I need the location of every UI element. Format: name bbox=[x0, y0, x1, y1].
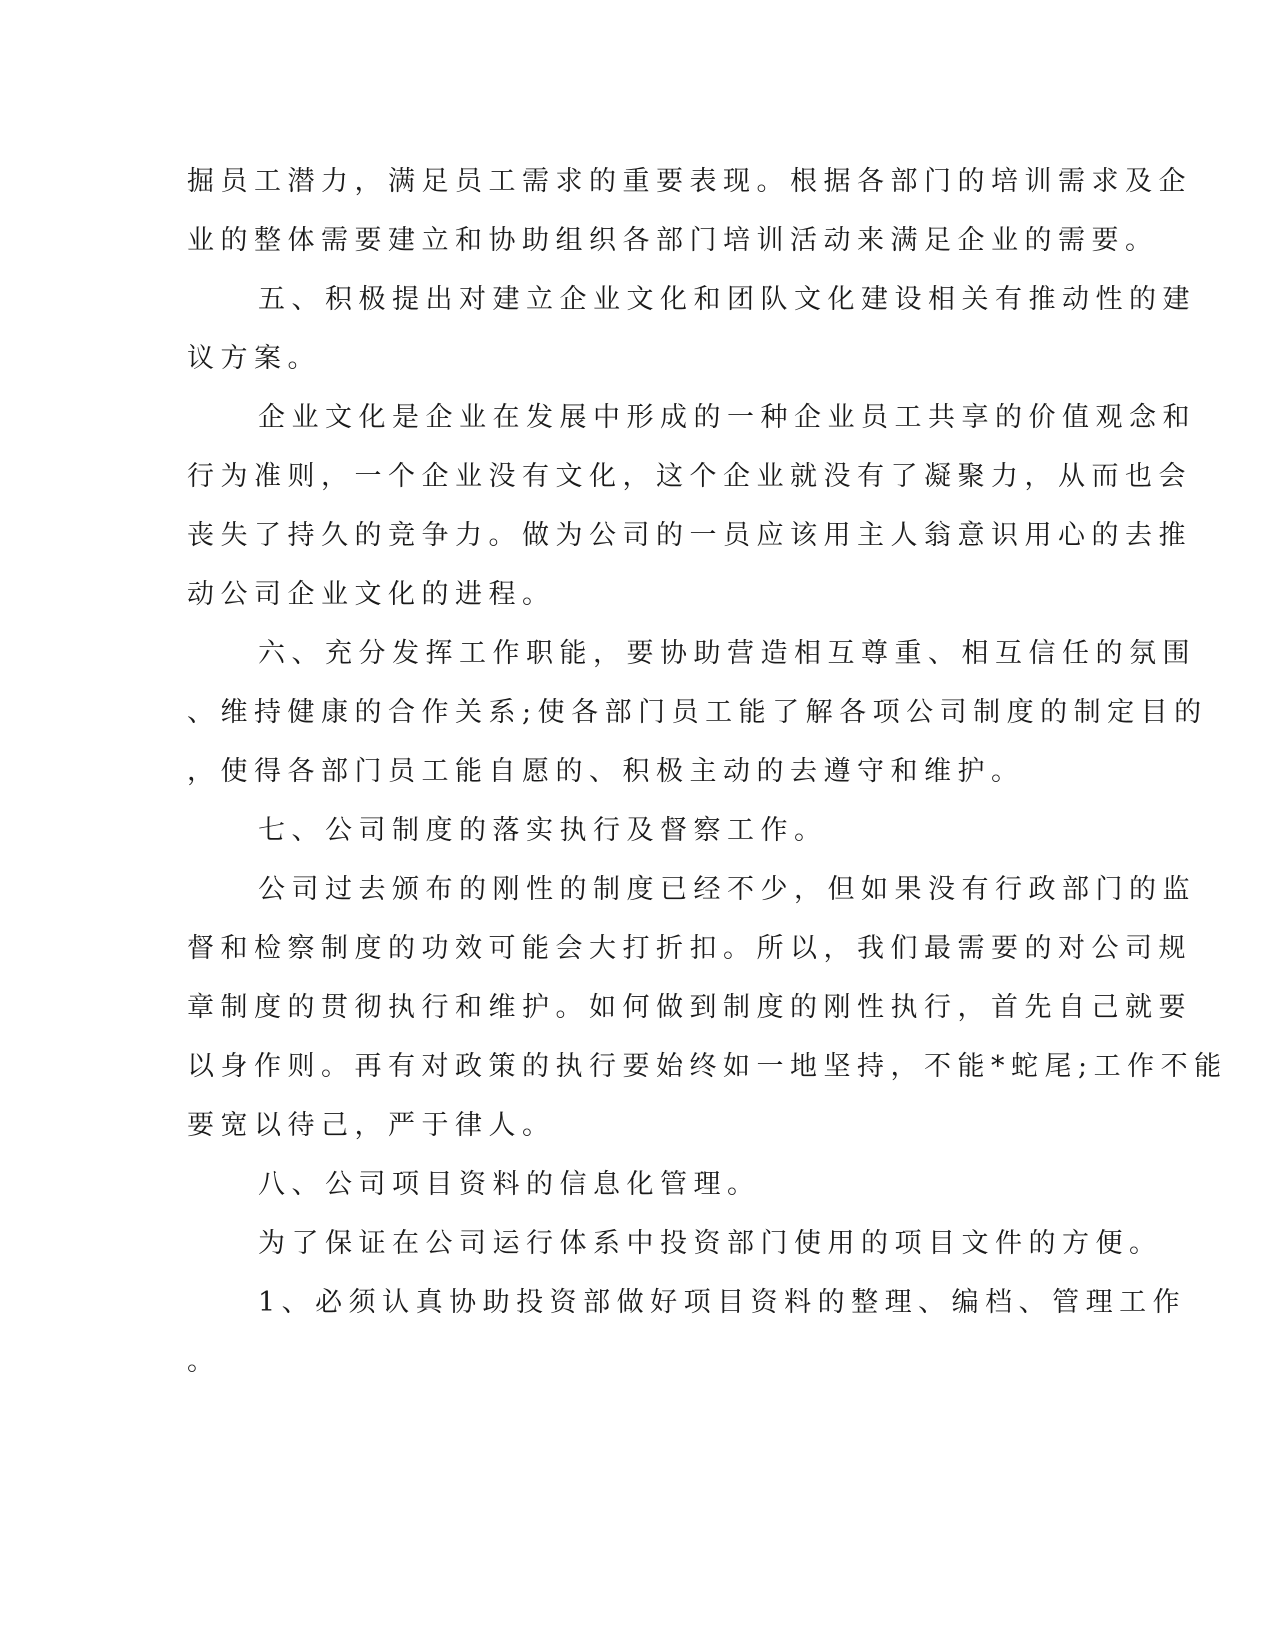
section-heading: 七、公司制度的落实执行及督察工作。 bbox=[258, 815, 828, 846]
text-line: 行为准则，一个企业没有文化，这个企业就没有了凝聚力，从而也会 bbox=[187, 461, 1192, 492]
section-heading: 五、积极提出对建立企业文化和团队文化建设相关有推动性的建 bbox=[258, 284, 1196, 315]
section-heading: 八、公司项目资料的信息化管理。 bbox=[258, 1169, 761, 1200]
text-line: ，使得各部门员工能自愿的、积极主动的去遵守和维护。 bbox=[187, 756, 1025, 787]
text-line: 督和检察制度的功效可能会大打折扣。所以，我们最需要的对公司规 bbox=[187, 933, 1192, 964]
text-line: 业的整体需要建立和协助组织各部门培训活动来满足企业的需要。 bbox=[187, 225, 1159, 256]
list-item: 1、必须认真协助投资部做好项目资料的整理、编档、管理工作 bbox=[258, 1287, 1187, 1318]
text-line: 要宽以待己，严于律人。 bbox=[187, 1110, 556, 1141]
text-line: 议方案。 bbox=[187, 343, 321, 374]
text-line: 掘员工潜力，满足员工需求的重要表现。根据各部门的培训需求及企 bbox=[187, 166, 1192, 197]
text-line: 动公司企业文化的进程。 bbox=[187, 579, 556, 610]
text-line: 丧失了持久的竞争力。做为公司的一员应该用主人翁意识用心的去推 bbox=[187, 520, 1192, 551]
text-line: 、维持健康的合作关系;使各部门员工能了解各项公司制度的制定目的 bbox=[187, 697, 1208, 728]
section-heading: 六、充分发挥工作职能，要协助营造相互尊重、相互信任的氛围 bbox=[258, 638, 1196, 669]
paragraph-start: 企业文化是企业在发展中形成的一种企业员工共享的价值观念和 bbox=[258, 402, 1196, 433]
paragraph-start: 为了保证在公司运行体系中投资部门使用的项目文件的方便。 bbox=[258, 1228, 1163, 1259]
text-line: 。 bbox=[187, 1346, 221, 1377]
text-line: 以身作则。再有对政策的执行要始终如一地坚持，不能*蛇尾;工作不能 bbox=[187, 1051, 1228, 1082]
paragraph-start: 公司过去颁布的刚性的制度已经不少，但如果没有行政部门的监 bbox=[258, 874, 1196, 905]
text-line: 章制度的贯彻执行和维护。如何做到制度的刚性执行，首先自己就要 bbox=[187, 992, 1192, 1023]
